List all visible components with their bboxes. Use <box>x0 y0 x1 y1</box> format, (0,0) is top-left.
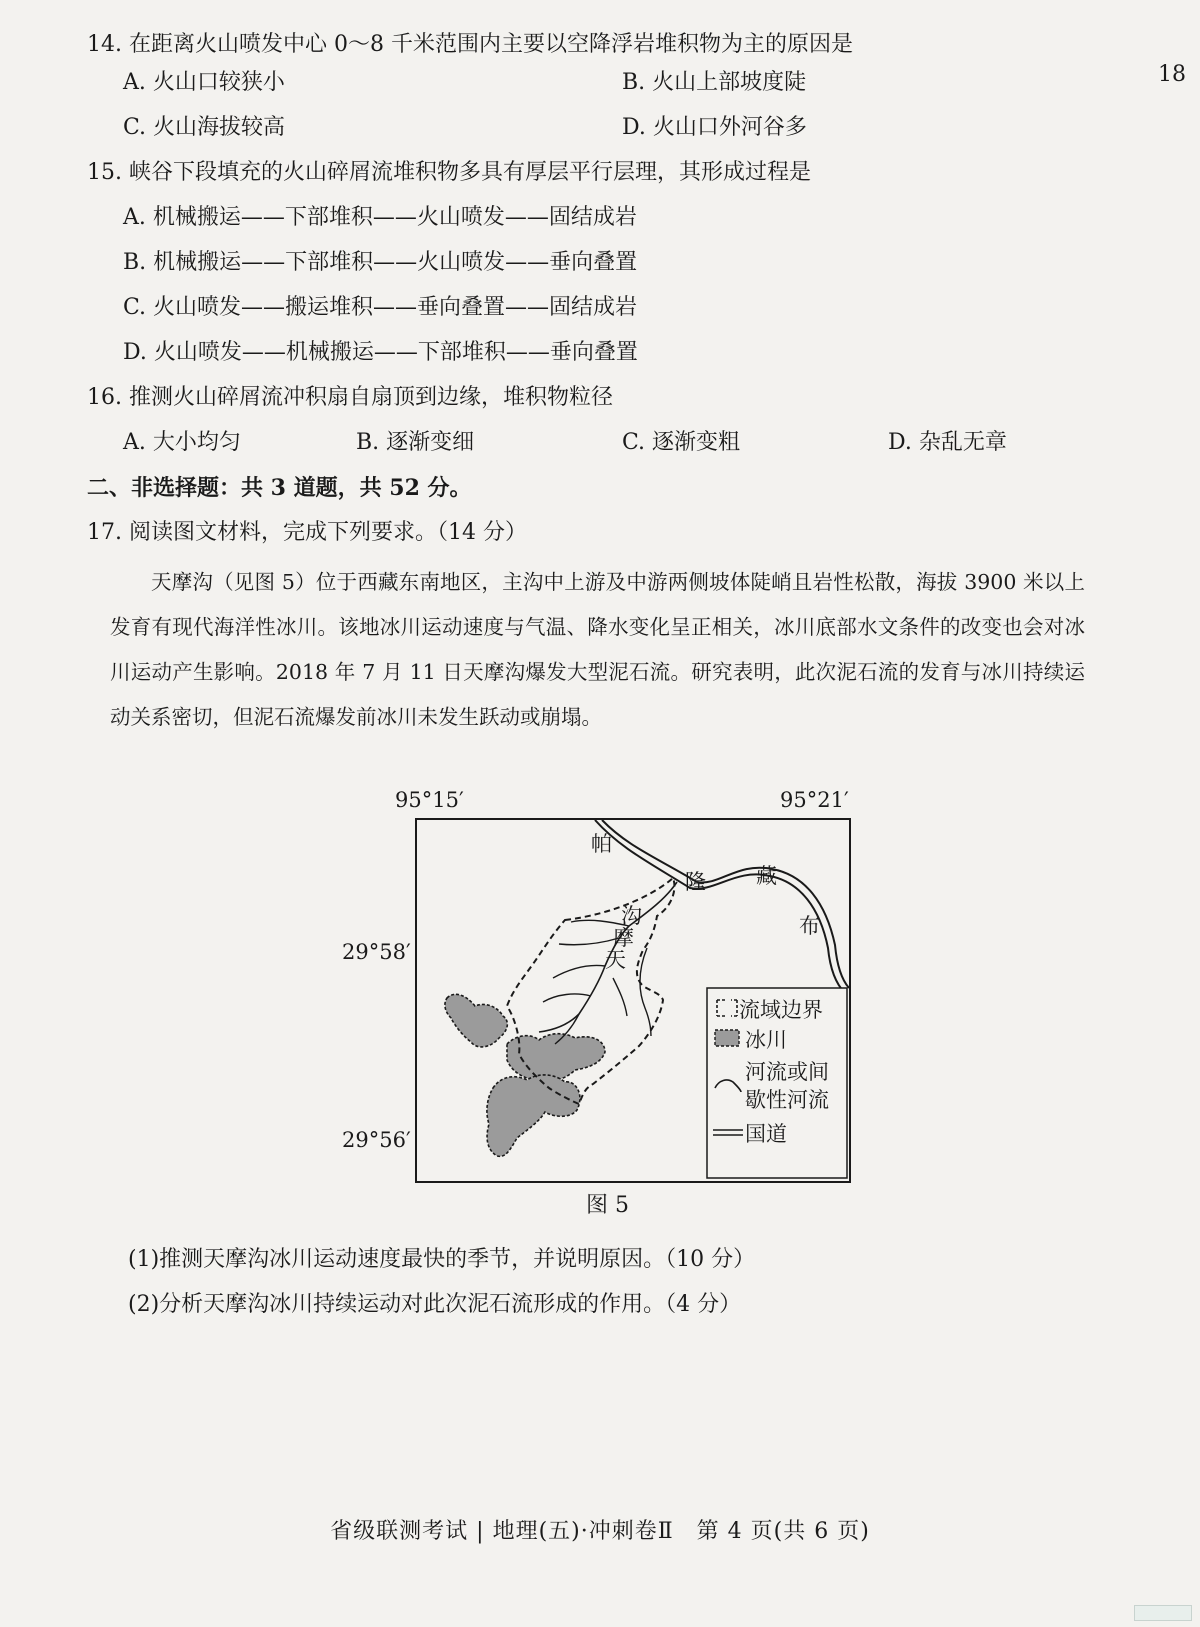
map-label-tian: 天 <box>605 948 626 972</box>
question-17-material: 天摩沟（见图 5）位于西藏东南地区，主沟中上游及中游两侧坡体陡峭且岩性松散，海拔 3900 米以上发育有现代海洋性冰川。该地冰川运动速度与气温、降水变化呈正相关，冰川底部水文条件的改变也会对冰川运动产生影响。2018 年 7 月 11 日天摩沟爆发大型泥石流。研究表明，此次泥石流的发育与冰川持续运动关系密切，但泥石流爆发前冰川未发生跃动或崩塌。 <box>110 570 1085 729</box>
map-label-gou: 沟 <box>621 904 642 928</box>
question-14-option-d: D. 火山口外河谷多 <box>622 115 807 140</box>
question-16-option-c: C. 逐渐变粗 <box>622 430 741 455</box>
legend-glacier-label: 冰川 <box>745 1028 787 1052</box>
map-label-zang: 藏 <box>756 864 777 888</box>
question-17-sub-1: (1)推测天摩沟冰川运动速度最快的季节，并说明原因。（10 分） <box>128 1247 756 1272</box>
map-label-long: 隆 <box>685 870 706 894</box>
glacier-west <box>445 994 507 1047</box>
map-label-bu: 布 <box>799 914 820 938</box>
question-15-stem: 15. 峡谷下段填充的火山碎屑流堆积物多具有厚层平行层理，其形成过程是 <box>87 160 811 185</box>
tributary-3 <box>553 966 605 979</box>
question-15-option-b: B. 机械搬运——下部堆积——火山喷发——垂向叠置 <box>123 250 638 275</box>
question-16-stem: 16. 推测火山碎屑流冲积扇自扇顶到边缘，堆积物粒径 <box>87 385 613 410</box>
corner-number: 18 <box>1158 62 1186 87</box>
question-15-option-c: C. 火山喷发——搬运堆积——垂向叠置——固结成岩 <box>123 295 638 320</box>
legend-boundary-label: 流域边界 <box>739 998 823 1022</box>
map-longitude-right: 95°21′ <box>780 788 849 812</box>
question-14-option-c: C. 火山海拔较高 <box>123 115 286 140</box>
legend-river-label-2: 歇性河流 <box>745 1088 829 1112</box>
question-14-option-a: A. 火山口较狭小 <box>123 70 285 95</box>
question-14-stem: 14. 在距离火山喷发中心 0～8 千米范围内主要以空降浮岩堆积物为主的原因是 <box>87 32 853 57</box>
map-label-mo: 摩 <box>613 926 634 950</box>
question-16-option-d: D. 杂乱无章 <box>888 430 1007 455</box>
glacier-south <box>487 1075 580 1156</box>
question-16-option-b: B. 逐渐变细 <box>356 430 475 455</box>
question-16-option-a: A. 大小均匀 <box>123 430 241 455</box>
legend-river-label-1: 河流或间 <box>745 1060 829 1084</box>
map-label-pa: 帕 <box>591 832 612 856</box>
tributary-6 <box>613 978 627 1016</box>
question-17-stem: 17. 阅读图文材料，完成下列要求。（14 分） <box>87 520 527 545</box>
tributary-5 <box>640 948 651 1036</box>
question-15-option-a: A. 机械搬运——下部堆积——火山喷发——固结成岩 <box>123 205 637 230</box>
map-latitude-bottom: 29°56′ <box>342 1128 411 1152</box>
map-latitude-top: 29°58′ <box>342 940 411 964</box>
map-figure <box>415 818 851 1183</box>
page-footer: 省级联测考试 | 地理(五)·冲刺卷Ⅱ 第 4 页(共 6 页) <box>330 1519 870 1544</box>
legend-road-label: 国道 <box>745 1122 787 1146</box>
section-heading: 二、非选择题：共 3 道题，共 52 分。 <box>87 475 472 501</box>
question-15-option-d: D. 火山喷发——机械搬运——下部堆积——垂向叠置 <box>123 340 638 365</box>
watermark-logo <box>1134 1605 1192 1621</box>
tributary-4 <box>543 994 591 1002</box>
legend-glacier-symbol <box>715 1030 739 1046</box>
question-17-sub-2: (2)分析天摩沟冰川持续运动对此次泥石流形成的作用。（4 分） <box>128 1292 742 1317</box>
figure-caption: 图 5 <box>586 1193 629 1218</box>
question-14-option-b: B. 火山上部坡度陡 <box>622 70 807 95</box>
map-longitude-left: 95°15′ <box>395 788 464 812</box>
